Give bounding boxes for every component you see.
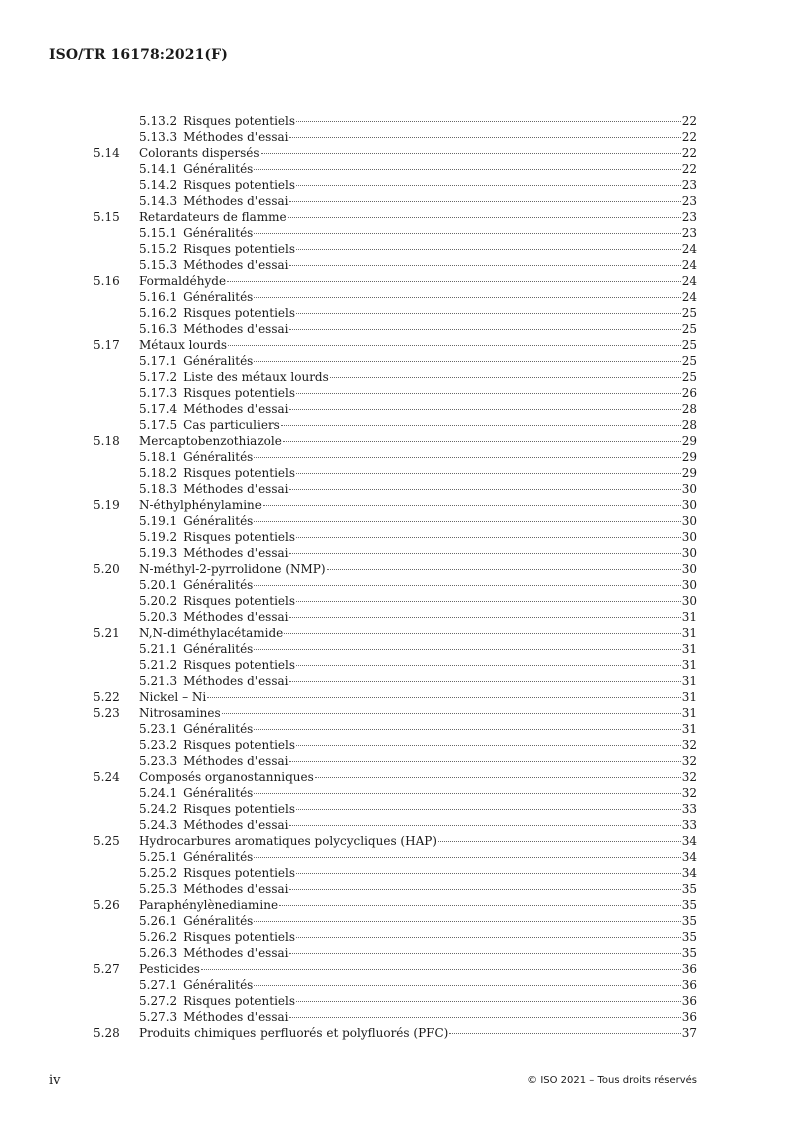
toc-entry[interactable] <box>0 769 793 785</box>
toc-entry[interactable] <box>0 561 793 577</box>
toc-subsection-number: 5.15.3 <box>139 258 178 272</box>
toc-section-number: 5.16 <box>93 274 120 288</box>
dot-leader <box>288 217 681 218</box>
toc-entry-title: Méthodes d'essai <box>183 482 289 496</box>
toc-entry[interactable] <box>0 449 793 465</box>
dot-leader <box>289 761 680 762</box>
toc-entry-title: Nickel – Ni <box>139 690 207 704</box>
toc-subsection-number: 5.23.3 <box>139 754 178 768</box>
dot-leader <box>296 873 681 874</box>
toc-subsection-number: 5.26.3 <box>139 946 178 960</box>
toc-page-number: 30 <box>681 546 697 560</box>
dot-leader <box>279 905 681 906</box>
toc-page-number: 31 <box>681 722 697 736</box>
toc-entry-title: Généralités <box>183 162 254 176</box>
toc-entry[interactable] <box>0 289 793 305</box>
toc-entry-title: Risques potentiels <box>183 802 296 816</box>
toc-page-number: 36 <box>681 994 697 1008</box>
toc-page-number: 33 <box>681 818 697 832</box>
toc-section-number: 5.17 <box>93 338 120 352</box>
toc-page-number: 23 <box>681 226 697 240</box>
dot-leader <box>254 729 680 730</box>
toc-subsection-number: 5.27.1 <box>139 978 178 992</box>
toc-page-number: 29 <box>681 466 697 480</box>
toc-entry[interactable] <box>0 641 793 657</box>
dot-leader <box>289 329 680 330</box>
toc-subsection-number: 5.20.2 <box>139 594 178 608</box>
toc-entry-title: Méthodes d'essai <box>183 194 289 208</box>
toc-page-number: 30 <box>681 578 697 592</box>
toc-subsection-number: 5.18.3 <box>139 482 178 496</box>
toc-entry-title: Paraphénylènediamine <box>139 898 279 912</box>
toc-page-number: 23 <box>681 210 697 224</box>
toc-entry[interactable] <box>0 977 793 993</box>
toc-entry[interactable] <box>0 193 793 209</box>
toc-subsection-number: 5.27.3 <box>139 1010 178 1024</box>
toc-page-number: 30 <box>681 562 697 576</box>
toc-entry[interactable] <box>0 497 793 513</box>
dot-leader <box>449 1033 680 1034</box>
toc-entry-title: Méthodes d'essai <box>183 1010 289 1024</box>
toc-entry-title: Généralités <box>183 642 254 656</box>
toc-entry-title: Risques potentiels <box>183 386 296 400</box>
toc-entry-title: Généralités <box>183 850 254 864</box>
toc-subsection-number: 5.13.3 <box>139 130 178 144</box>
toc-page-number: 31 <box>681 706 697 720</box>
toc-subsection-number: 5.13.2 <box>139 114 178 128</box>
toc-entry[interactable] <box>0 577 793 593</box>
copyright-footer: © ISO 2021 – Tous droits réservés <box>527 1075 697 1086</box>
dot-leader <box>296 665 681 666</box>
toc-entry[interactable] <box>0 705 793 721</box>
toc-subsection-number: 5.19.3 <box>139 546 178 560</box>
toc-subsection-number: 5.19.2 <box>139 530 178 544</box>
toc-entry[interactable] <box>0 305 793 321</box>
dot-leader <box>289 409 680 410</box>
toc-entry[interactable] <box>0 513 793 529</box>
toc-entry-title: Risques potentiels <box>183 658 296 672</box>
toc-entry[interactable] <box>0 273 793 289</box>
toc-entry[interactable] <box>0 593 793 609</box>
dot-leader <box>228 345 681 346</box>
dot-leader <box>289 681 680 682</box>
toc-entry[interactable] <box>0 689 793 705</box>
toc-page-number: 29 <box>681 434 697 448</box>
toc-subsection-number: 5.24.1 <box>139 786 178 800</box>
toc-subsection-number: 5.14.3 <box>139 194 178 208</box>
dot-leader <box>438 841 681 842</box>
dot-leader <box>261 153 681 154</box>
toc-section-number: 5.19 <box>93 498 120 512</box>
toc-entry-title: Liste des métaux lourds <box>183 370 329 384</box>
dot-leader <box>254 233 680 234</box>
toc-page-number: 32 <box>681 738 697 752</box>
dot-leader <box>330 377 681 378</box>
toc-page-number: 28 <box>681 402 697 416</box>
toc-entry[interactable] <box>0 337 793 353</box>
toc-page-number: 35 <box>681 882 697 896</box>
toc-page-number: 22 <box>681 114 697 128</box>
toc-page-number: 25 <box>681 354 697 368</box>
dot-leader <box>254 169 680 170</box>
toc-entry[interactable] <box>0 993 793 1009</box>
dot-leader <box>227 281 681 282</box>
toc-subsection-number: 5.16.3 <box>139 322 178 336</box>
toc-section-number: 5.25 <box>93 834 120 848</box>
dot-leader <box>222 713 681 714</box>
toc-subsection-number: 5.19.1 <box>139 514 178 528</box>
toc-subsection-number: 5.25.3 <box>139 882 178 896</box>
toc-entry[interactable] <box>0 897 793 913</box>
toc-page-number: 30 <box>681 498 697 512</box>
toc-page-number: 31 <box>681 658 697 672</box>
toc-page-number: 23 <box>681 194 697 208</box>
toc-entry-title: Risques potentiels <box>183 738 296 752</box>
dot-leader <box>283 441 681 442</box>
toc-entry[interactable] <box>0 257 793 273</box>
toc-section-number: 5.26 <box>93 898 120 912</box>
toc-entry[interactable] <box>0 369 793 385</box>
toc-entry[interactable] <box>0 865 793 881</box>
toc-subsection-number: 5.17.3 <box>139 386 178 400</box>
toc-page-number: 22 <box>681 162 697 176</box>
toc-entry-title: Généralités <box>183 722 254 736</box>
toc-section-number: 5.24 <box>93 770 120 784</box>
toc-page-number: 35 <box>681 914 697 928</box>
toc-entry[interactable] <box>0 1025 793 1041</box>
toc-entry[interactable] <box>0 161 793 177</box>
dot-leader <box>296 121 681 122</box>
toc-entry-title: Méthodes d'essai <box>183 882 289 896</box>
toc-entry-title: Colorants dispersés <box>139 146 260 160</box>
toc-page-number: 32 <box>681 770 697 784</box>
dot-leader <box>254 649 680 650</box>
dot-leader <box>289 889 680 890</box>
toc-entry[interactable] <box>0 417 793 433</box>
toc-entry-title: Généralités <box>183 450 254 464</box>
toc-page-number: 25 <box>681 306 697 320</box>
toc-section-number: 5.14 <box>93 146 120 160</box>
toc-page-number: 34 <box>681 866 697 880</box>
toc-page-number: 30 <box>681 594 697 608</box>
toc-section-number: 5.20 <box>93 562 120 576</box>
toc-entry-title: Méthodes d'essai <box>183 754 289 768</box>
toc-page-number: 31 <box>681 610 697 624</box>
toc-page-number: 34 <box>681 834 697 848</box>
toc-entry-title: Méthodes d'essai <box>183 322 289 336</box>
toc-entry[interactable] <box>0 673 793 689</box>
toc-entry-title: Généralités <box>183 226 254 240</box>
toc-entry-title: Méthodes d'essai <box>183 818 289 832</box>
toc-entry-title: Méthodes d'essai <box>183 674 289 688</box>
toc-section-number: 5.28 <box>93 1026 120 1040</box>
toc-subsection-number: 5.21.1 <box>139 642 178 656</box>
toc-entry[interactable] <box>0 353 793 369</box>
toc-subsection-number: 5.16.2 <box>139 306 178 320</box>
toc-entry[interactable] <box>0 801 793 817</box>
toc-entry[interactable] <box>0 785 793 801</box>
toc-subsection-number: 5.23.1 <box>139 722 178 736</box>
toc-page-number: 30 <box>681 530 697 544</box>
toc-entry-title: Métaux lourds <box>139 338 228 352</box>
toc-subsection-number: 5.16.1 <box>139 290 178 304</box>
toc-subsection-number: 5.24.2 <box>139 802 178 816</box>
toc-entry-title: Retardateurs de flamme <box>139 210 287 224</box>
toc-section-number: 5.22 <box>93 690 120 704</box>
toc-page-number: 35 <box>681 946 697 960</box>
toc-entry[interactable] <box>0 481 793 497</box>
dot-leader <box>296 745 681 746</box>
toc-entry[interactable] <box>0 529 793 545</box>
toc-subsection-number: 5.17.4 <box>139 402 178 416</box>
dot-leader <box>263 505 681 506</box>
dot-leader <box>289 265 680 266</box>
toc-page-number: 25 <box>681 370 697 384</box>
dot-leader <box>296 393 681 394</box>
dot-leader <box>254 361 680 362</box>
toc-page-number: 31 <box>681 642 697 656</box>
toc-entry-title: Généralités <box>183 290 254 304</box>
toc-entry[interactable] <box>0 1009 793 1025</box>
toc-page-number: 22 <box>681 146 697 160</box>
toc-entry[interactable] <box>0 321 793 337</box>
toc-page-number: 31 <box>681 690 697 704</box>
toc-section-number: 5.27 <box>93 962 120 976</box>
toc-entry-title: Généralités <box>183 578 254 592</box>
dot-leader <box>296 1001 681 1002</box>
toc-page-number: 28 <box>681 418 697 432</box>
toc-entry-title: Risques potentiels <box>183 930 296 944</box>
toc-entry-title: Risques potentiels <box>183 306 296 320</box>
toc-page-number: 33 <box>681 802 697 816</box>
toc-entry[interactable] <box>0 385 793 401</box>
toc-entry-title: Risques potentiels <box>183 994 296 1008</box>
toc-page-number: 32 <box>681 786 697 800</box>
dot-leader <box>289 553 680 554</box>
toc-entry-title: Formaldéhyde <box>139 274 227 288</box>
toc-entry-title: Méthodes d'essai <box>183 546 289 560</box>
toc-entry-title: Méthodes d'essai <box>183 946 289 960</box>
page-number-footer: iv <box>49 1073 61 1088</box>
toc-page-number: 25 <box>681 338 697 352</box>
toc-entry-title: Généralités <box>183 914 254 928</box>
dot-leader <box>207 697 680 698</box>
dot-leader <box>296 601 681 602</box>
toc-page-number: 24 <box>681 258 697 272</box>
dot-leader <box>289 201 680 202</box>
toc-entry[interactable] <box>0 817 793 833</box>
toc-page-number: 36 <box>681 978 697 992</box>
toc-page-number: 31 <box>681 626 697 640</box>
toc-entry-title: Pesticides <box>139 962 200 976</box>
toc-entry[interactable] <box>0 129 793 145</box>
dot-leader <box>254 921 680 922</box>
toc-subsection-number: 5.27.2 <box>139 994 178 1008</box>
toc-entry-title: Produits chimiques perfluorés et polyfluorés (PFC) <box>139 1026 449 1040</box>
dot-leader <box>289 617 680 618</box>
toc-entry[interactable] <box>0 113 793 129</box>
toc-entry[interactable] <box>0 913 793 929</box>
toc-page-number: 36 <box>681 962 697 976</box>
toc-page-number: 30 <box>681 482 697 496</box>
toc-subsection-number: 5.14.2 <box>139 178 178 192</box>
dot-leader <box>296 313 681 314</box>
toc-subsection-number: 5.18.2 <box>139 466 178 480</box>
dot-leader <box>296 937 681 938</box>
toc-entry-title: N-éthylphénylamine <box>139 498 262 512</box>
dot-leader <box>327 569 681 570</box>
toc-entry-title: Méthodes d'essai <box>183 610 289 624</box>
toc-entry[interactable] <box>0 625 793 641</box>
toc-entry[interactable] <box>0 929 793 945</box>
toc-subsection-number: 5.20.1 <box>139 578 178 592</box>
toc-entry-title: Méthodes d'essai <box>183 130 289 144</box>
toc-page-number: 34 <box>681 850 697 864</box>
toc-entry-title: Risques potentiels <box>183 178 296 192</box>
toc-subsection-number: 5.26.1 <box>139 914 178 928</box>
table-of-contents <box>0 113 793 1041</box>
toc-page-number: 37 <box>681 1026 697 1040</box>
toc-subsection-number: 5.21.2 <box>139 658 178 672</box>
dot-leader <box>296 809 681 810</box>
toc-entry-title: Nitrosamines <box>139 706 221 720</box>
toc-page-number: 36 <box>681 1010 697 1024</box>
dot-leader <box>254 985 680 986</box>
toc-entry-title: Généralités <box>183 978 254 992</box>
toc-subsection-number: 5.21.3 <box>139 674 178 688</box>
toc-subsection-number: 5.20.3 <box>139 610 178 624</box>
dot-leader <box>201 969 681 970</box>
document-id-header: ISO/TR 16178:2021(F) <box>49 47 228 63</box>
toc-entry-title: Risques potentiels <box>183 242 296 256</box>
toc-entry[interactable] <box>0 609 793 625</box>
dot-leader <box>254 297 680 298</box>
toc-entry[interactable] <box>0 145 793 161</box>
toc-subsection-number: 5.17.5 <box>139 418 178 432</box>
toc-entry-title: Cas particuliers <box>183 418 280 432</box>
dot-leader <box>254 521 680 522</box>
toc-subsection-number: 5.18.1 <box>139 450 178 464</box>
toc-entry[interactable] <box>0 177 793 193</box>
toc-entry-title: Risques potentiels <box>183 530 296 544</box>
dot-leader <box>289 953 680 954</box>
toc-subsection-number: 5.15.2 <box>139 242 178 256</box>
dot-leader <box>289 1017 680 1018</box>
toc-entry-title: Méthodes d'essai <box>183 258 289 272</box>
dot-leader <box>289 825 680 826</box>
toc-page-number: 35 <box>681 898 697 912</box>
toc-page-number: 24 <box>681 274 697 288</box>
toc-entry[interactable] <box>0 545 793 561</box>
dot-leader <box>281 425 681 426</box>
toc-entry-title: N-méthyl-2-pyrrolidone (NMP) <box>139 562 326 576</box>
toc-entry-title: Risques potentiels <box>183 466 296 480</box>
toc-subsection-number: 5.17.2 <box>139 370 178 384</box>
toc-subsection-number: 5.25.2 <box>139 866 178 880</box>
toc-entry[interactable] <box>0 961 793 977</box>
toc-entry-title: Risques potentiels <box>183 594 296 608</box>
toc-entry[interactable] <box>0 241 793 257</box>
toc-entry-title: Généralités <box>183 514 254 528</box>
toc-entry[interactable] <box>0 401 793 417</box>
toc-entry[interactable] <box>0 833 793 849</box>
toc-entry-title: Hydrocarbures aromatiques polycycliques (HAP) <box>139 834 437 848</box>
toc-entry[interactable] <box>0 721 793 737</box>
dot-leader <box>289 489 680 490</box>
toc-section-number: 5.23 <box>93 706 120 720</box>
toc-subsection-number: 5.15.1 <box>139 226 178 240</box>
dot-leader <box>284 633 680 634</box>
dot-leader <box>254 585 680 586</box>
dot-leader <box>254 857 680 858</box>
toc-page-number: 23 <box>681 178 697 192</box>
toc-entry-title: Généralités <box>183 786 254 800</box>
toc-page-number: 26 <box>681 386 697 400</box>
toc-entry[interactable] <box>0 849 793 865</box>
toc-section-number: 5.15 <box>93 210 120 224</box>
toc-section-number: 5.21 <box>93 626 120 640</box>
toc-entry-title: Méthodes d'essai <box>183 402 289 416</box>
dot-leader <box>296 185 681 186</box>
toc-page-number: 24 <box>681 242 697 256</box>
toc-entry[interactable] <box>0 433 793 449</box>
toc-entry[interactable] <box>0 209 793 225</box>
toc-entry-title: N,N-diméthylacétamide <box>139 626 284 640</box>
toc-page-number: 30 <box>681 514 697 528</box>
dot-leader <box>296 537 681 538</box>
dot-leader <box>296 473 681 474</box>
toc-page-number: 31 <box>681 674 697 688</box>
toc-page-number: 25 <box>681 322 697 336</box>
dot-leader <box>296 249 681 250</box>
toc-entry[interactable] <box>0 737 793 753</box>
toc-page-number: 35 <box>681 930 697 944</box>
toc-page-number: 22 <box>681 130 697 144</box>
toc-page-number: 32 <box>681 754 697 768</box>
dot-leader <box>315 777 681 778</box>
toc-subsection-number: 5.26.2 <box>139 930 178 944</box>
toc-entry-title: Généralités <box>183 354 254 368</box>
toc-subsection-number: 5.23.2 <box>139 738 178 752</box>
dot-leader <box>254 793 680 794</box>
toc-subsection-number: 5.25.1 <box>139 850 178 864</box>
toc-entry-title: Mercaptobenzothiazole <box>139 434 282 448</box>
dot-leader <box>254 457 680 458</box>
toc-page-number: 24 <box>681 290 697 304</box>
toc-subsection-number: 5.17.1 <box>139 354 178 368</box>
toc-entry[interactable] <box>0 465 793 481</box>
toc-section-number: 5.18 <box>93 434 120 448</box>
toc-entry[interactable] <box>0 657 793 673</box>
dot-leader <box>289 137 680 138</box>
toc-entry-title: Composés organostanniques <box>139 770 314 784</box>
toc-page-number: 29 <box>681 450 697 464</box>
toc-subsection-number: 5.14.1 <box>139 162 178 176</box>
toc-entry-title: Risques potentiels <box>183 866 296 880</box>
toc-entry[interactable] <box>0 753 793 769</box>
toc-entry[interactable] <box>0 225 793 241</box>
toc-entry[interactable] <box>0 881 793 897</box>
toc-entry[interactable] <box>0 945 793 961</box>
toc-subsection-number: 5.24.3 <box>139 818 178 832</box>
toc-entry-title: Risques potentiels <box>183 114 296 128</box>
